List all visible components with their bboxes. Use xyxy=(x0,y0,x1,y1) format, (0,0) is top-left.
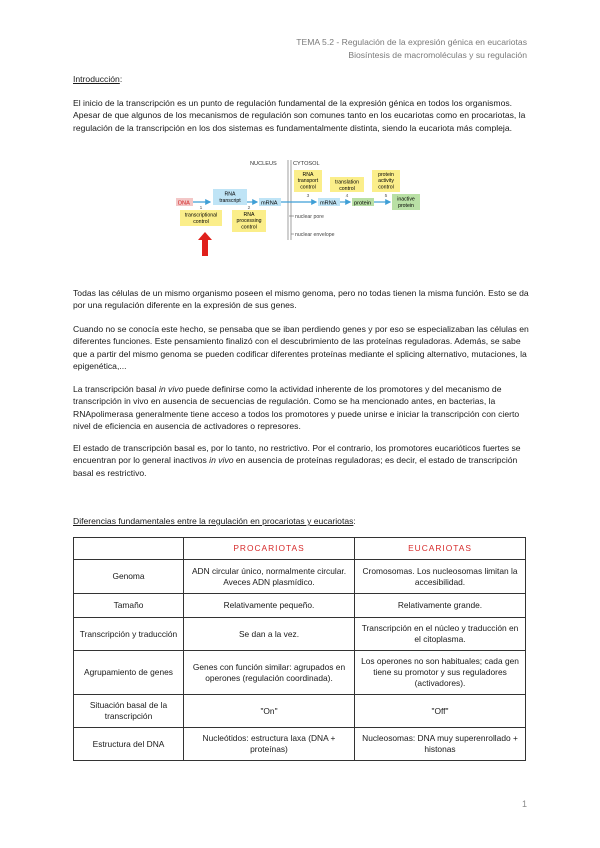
eukaryote-cell: Los operones no son habituales; cada gen tiene su promotor y sus reguladores (activadores). xyxy=(355,651,526,695)
rna-processing-line2: processing xyxy=(236,218,262,224)
translation-control-line1: translation xyxy=(335,179,359,186)
step-3: 3 xyxy=(306,194,310,199)
intro-paragraph-4 xyxy=(73,383,533,433)
header-line-2: Biosíntesis de macromoléculas y su regulación xyxy=(348,50,527,60)
p5-part-b: en ausencia de proteínas reguladoras; es decir, el estado de transcripción basal es restrictivo. xyxy=(73,455,518,478)
header-eukaryotes: EUCARIOTAS xyxy=(355,538,526,560)
protein-activity-line3: control xyxy=(378,184,394,191)
mrna-cytosol-label: mRNA xyxy=(320,200,337,207)
nuclear-envelope-label: nuclear envelope xyxy=(295,232,335,238)
step-1: 1 xyxy=(199,206,203,211)
eukaryote-cell: Relativamente grande. xyxy=(355,594,526,618)
row-label: Estructura del DNA xyxy=(74,728,184,761)
rna-transcript-line2: transcript xyxy=(219,198,241,204)
rna-transport-line3: control xyxy=(300,184,316,191)
table-row xyxy=(74,560,526,594)
eukaryote-cell: Cromosomas. Los nucleosomas limitan la accesibilidad. xyxy=(355,560,526,594)
p4-emphasis: in vivo xyxy=(158,384,184,394)
protein-activity-line1: protein xyxy=(378,172,394,178)
nucleus-label: NUCLEUS xyxy=(250,161,277,167)
gene-expression-control-diagram xyxy=(176,158,426,258)
intro-paragraph-5 xyxy=(73,442,533,479)
cytosol-label: CYTOSOL xyxy=(293,161,320,167)
comparison-title-text: Diferencias fundamentales entre la regulación en procariotas y eucariotas xyxy=(73,516,354,526)
dna-label: DNA xyxy=(178,200,190,207)
transcriptional-control-line1: transcriptional xyxy=(184,212,218,219)
intro-paragraph-1: El inicio de la transcripción es un punto de regulación fundamental de la expresión génica en todos los organismos. Apesar de que algunos de los mecanismos de regulación son comunes tanto en los eucariotas como en procariotas, la regulación de la transcripción en los dos sistemas es fundamentalmente distinta, siendo la eucariota más compleja. xyxy=(73,98,526,133)
inactive-protein-line1: inactive xyxy=(397,196,415,203)
transcriptional-control-line2: control xyxy=(193,219,209,225)
comparison-table xyxy=(73,537,526,761)
rna-processing-line3: control xyxy=(241,224,257,231)
table-row xyxy=(74,728,526,761)
prokaryote-cell: ADN circular único, normalmente circular. Aveces ADN plasmídico. xyxy=(184,560,355,594)
eukaryote-cell: Nucleosomas: DNA muy superenrollado + histonas xyxy=(355,728,526,761)
prokaryote-cell: Relativamente pequeño. xyxy=(184,594,355,618)
protein-activity-line2: activity xyxy=(378,178,394,184)
rna-transcript-line1: RNA xyxy=(224,191,236,198)
prokaryote-cell: "On" xyxy=(184,695,355,728)
row-label: Genoma xyxy=(74,560,184,594)
rna-transport-line2: transport xyxy=(297,178,319,184)
translation-control-line2: control xyxy=(339,186,355,192)
intro-title xyxy=(73,74,122,84)
nuclear-pore-label: nuclear pore xyxy=(295,214,324,220)
p4-part-b: puede definirse como la actividad inherente de los promotores y del mecanismo de transcripción in vivo en ausencia de secuencias de regulación. Como se ha mencionado antes, en bacterias, la RNApolimerasa generalmente tiene acceso a todos los promotores y puede unirse e iniciar la transcripción con cierto nivel de eficiencia en ausencia de activadores o represores. xyxy=(73,384,520,432)
page-header xyxy=(296,36,527,62)
intro-title-colon: : xyxy=(119,74,123,84)
comparison-title xyxy=(73,516,356,526)
p4-part-a: La transcripción basal xyxy=(73,384,159,394)
table-header-row xyxy=(74,538,526,560)
header-prokaryotes: PROCARIOTAS xyxy=(184,538,355,560)
mrna-nucleus-label: mRNA xyxy=(261,200,278,207)
inactive-protein-line2: protein xyxy=(398,203,414,209)
p5-emphasis: in vivo xyxy=(209,455,234,466)
prokaryote-cell: Nucleótidos: estructura laxa (DNA + proteínas) xyxy=(184,728,355,761)
rna-processing-line1: RNA xyxy=(243,212,255,218)
prokaryote-cell: Genes con función similar: agrupados en operones (regulación coordinada). xyxy=(184,651,355,695)
table-row xyxy=(74,594,526,618)
row-label: Agrupamiento de genes xyxy=(74,651,184,695)
protein-label: protein xyxy=(354,200,372,207)
prokaryote-cell: Se dan a la vez. xyxy=(184,618,355,651)
table-row xyxy=(74,651,526,695)
eukaryote-cell: Transcripción en el núcleo y traducción en el citoplasma. xyxy=(355,618,526,651)
intro-paragraph-3: Cuando no se conocía este hecho, se pensaba que se iban perdiendo genes y por eso se especializaban las células en diferentes funciones. Este pensamiento finalizó con el descubrimiento de las proteínas reguladoras. Además, se sabe que a partir del mismo genoma se pueden codificar diferentes proteínas mediante el splicing alternativo, mutaciones, la epigenética,... xyxy=(73,324,529,372)
intro-title-text: Introducción xyxy=(73,74,120,84)
eukaryote-cell: "Off" xyxy=(355,695,526,728)
rna-transport-line1: RNA xyxy=(302,172,314,178)
header-line-1: TEMA 5.2 - Regulación de la expresión génica en eucariotas xyxy=(296,37,527,47)
row-label: Transcripción y traducción xyxy=(74,618,184,651)
comparison-title-colon: : xyxy=(353,516,356,526)
page-number: 1 xyxy=(521,799,527,809)
p5-part-a: El estado de transcripción basal es, por lo tanto, no restrictivo. Por el contrario, los promotores eucarióticos fuertes se encuentran por lo general inactivos xyxy=(73,443,521,466)
intro-paragraph-2: Todas las células de un mismo organismo poseen el mismo genoma, pero no todas tienen la misma función. Esto se da por una regulación diferente en la expresión de sus genes. xyxy=(73,288,529,311)
step-4: 4 xyxy=(345,194,349,199)
table-row xyxy=(74,695,526,728)
row-label: Situación basal de la transcripción xyxy=(74,695,184,728)
row-label: Tamaño xyxy=(74,594,184,618)
step-2: 2 xyxy=(247,206,251,211)
header-empty-cell xyxy=(74,538,184,560)
step-5: 5 xyxy=(384,194,388,199)
transcription-highlight-arrow xyxy=(198,232,212,256)
table-row xyxy=(74,618,526,651)
